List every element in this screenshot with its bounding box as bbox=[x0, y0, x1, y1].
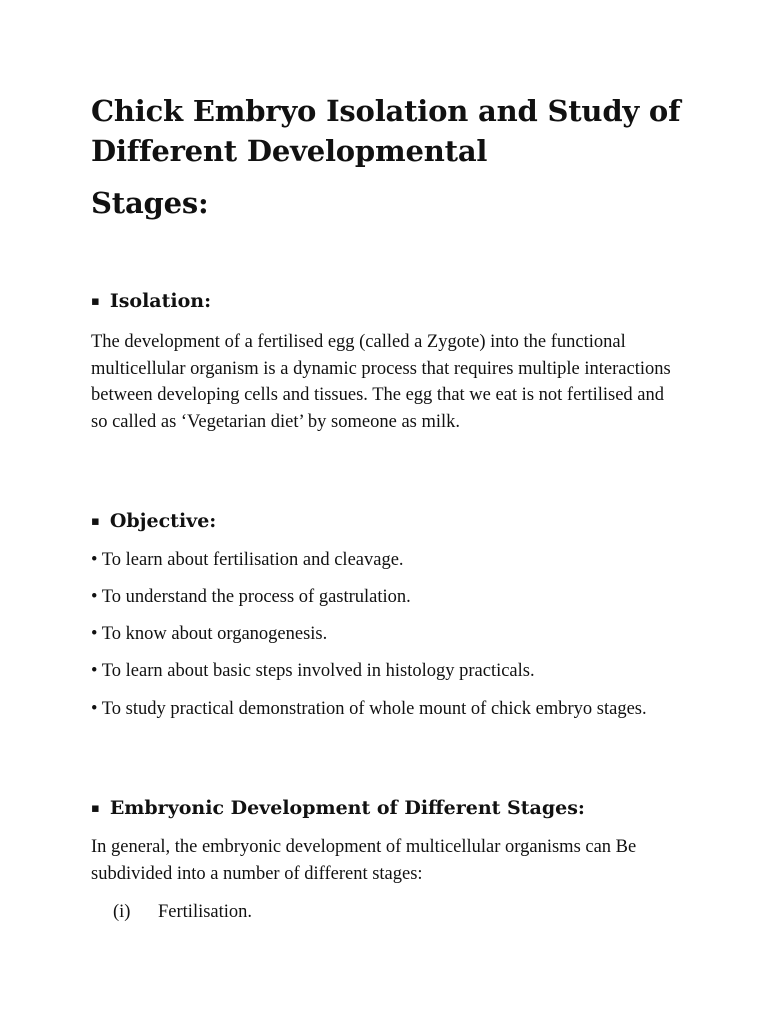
embryonic-development-paragraph: In general, the embryonic development of multicellular organisms can Be subdivided into a number of different stages: bbox=[91, 837, 637, 884]
objective-list-item: • To know about organogenesis. bbox=[91, 624, 328, 644]
section-heading-label: Embryonic Development of Different Stages: bbox=[109, 797, 585, 819]
section-heading-label: Isolation: bbox=[109, 290, 212, 312]
square-bullet-icon: ▪ bbox=[91, 801, 100, 816]
objective-list-item: • To understand the process of gastrulation. bbox=[91, 587, 411, 607]
section-heading-objective bbox=[91, 508, 216, 535]
stage-number: (i) bbox=[113, 902, 131, 922]
objective-list-item: • To study practical demonstration of whole mount of chick embryo stages. bbox=[91, 699, 647, 719]
isolation-paragraph: The development of a fertilised egg (called a Zygote) into the functional multicellular organism is a dynamic process that requires multiple interactions between developing cells and tissues. The egg that we eat is not fertilised and so called as ‘Vegetarian diet’ by someone as milk. bbox=[91, 332, 671, 432]
document-title: Chick Embryo Isolation and Study of Different Developmental bbox=[91, 94, 681, 168]
square-bullet-icon: ▪ bbox=[91, 294, 100, 309]
document-title-continued: Stages: bbox=[91, 186, 209, 220]
stage-label: Fertilisation. bbox=[158, 902, 253, 922]
stage-list-item bbox=[113, 899, 252, 926]
objective-list-item: • To learn about fertilisation and cleavage. bbox=[91, 550, 404, 570]
section-heading-embryonic-development bbox=[91, 795, 585, 822]
section-heading-label: Objective: bbox=[109, 510, 217, 532]
objective-list-item: • To learn about basic steps involved in histology practicals. bbox=[91, 661, 535, 681]
section-heading-isolation bbox=[91, 288, 211, 315]
square-bullet-icon: ▪ bbox=[91, 514, 100, 529]
